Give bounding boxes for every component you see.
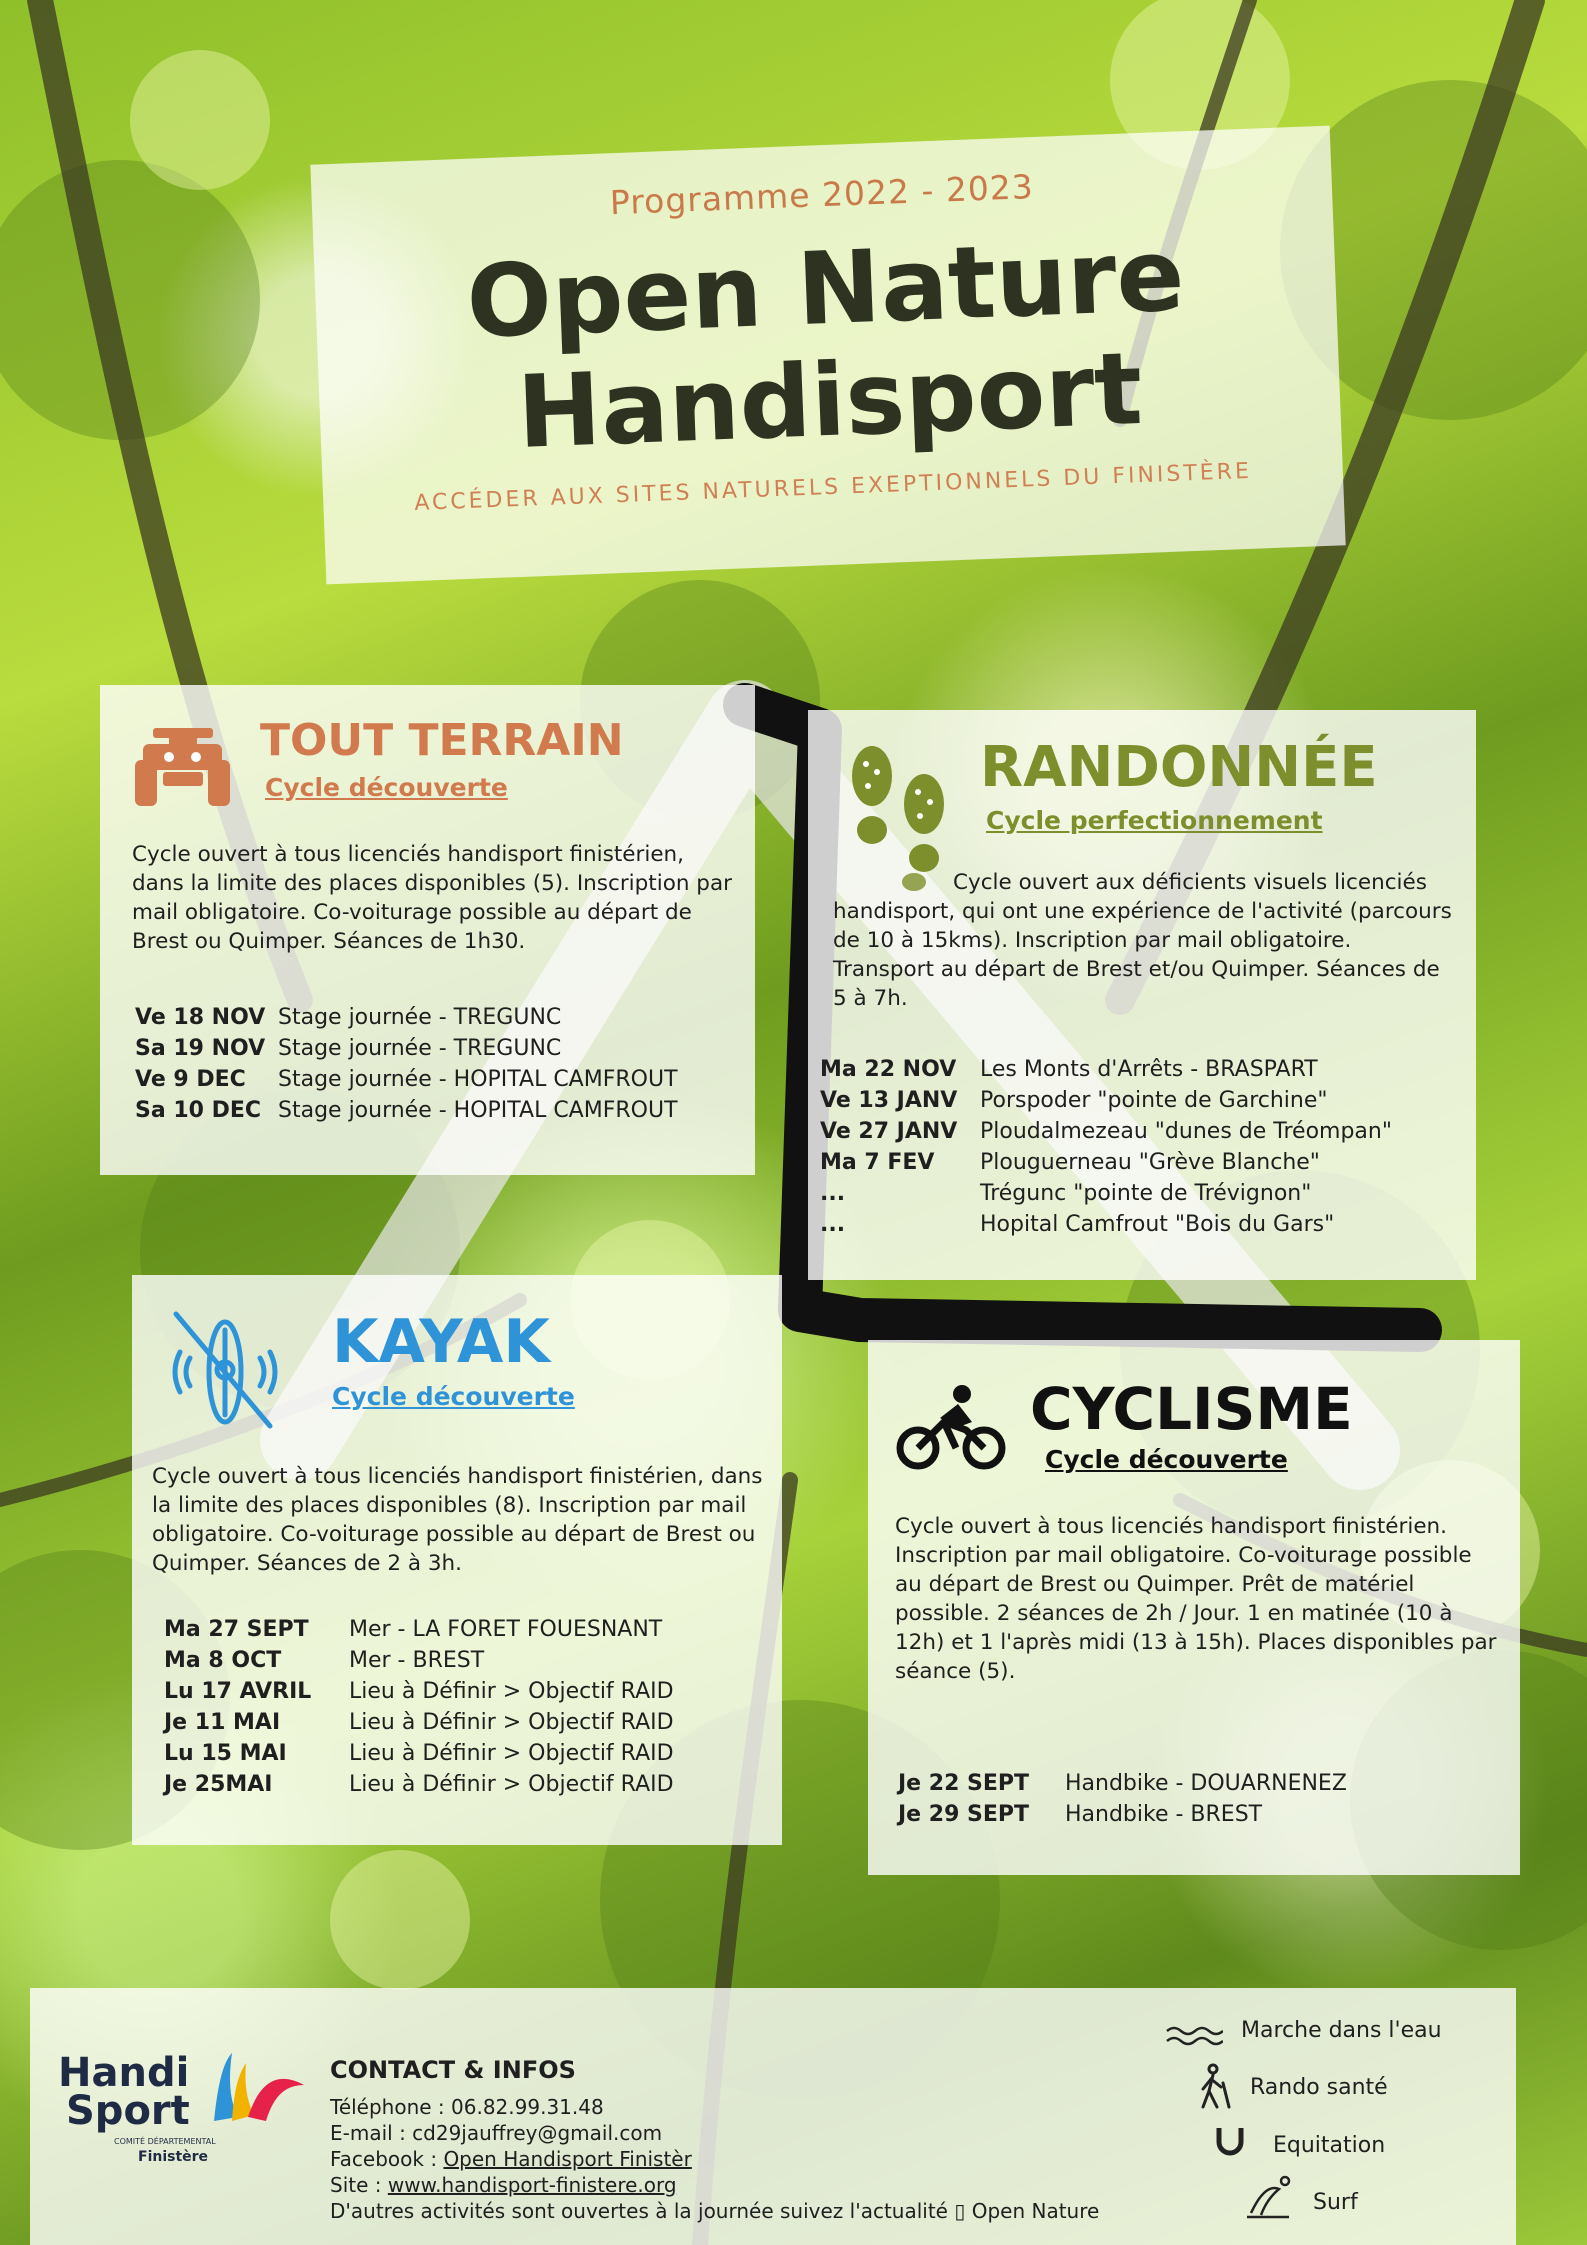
tout-terrain-description: Cycle ouvert à tous licenciés handisport finistérien, dans la limite des places disponibles (5). Inscription par mail obligatoire. Co-voiturage possible au départ de Brest ou Quimper. Séances de 1h30. [132,842,732,954]
schedule-row [164,1676,674,1707]
site-link[interactable]: www.handisport-finistere.org [387,2173,677,2197]
schedule-date: ... [820,1212,846,1237]
schedule-event: Trégunc "pointe de Trévignon" [980,1181,1312,1206]
kayak-schedule [164,1614,674,1800]
schedule-date: Ve 13 JANV [820,1088,958,1113]
schedule-event: Lieu à Définir > Objectif RAID [349,1772,674,1797]
schedule-date: Sa 19 NOV [135,1036,266,1061]
section-tout-terrain [100,685,755,1175]
site-label: Site : [330,2173,388,2197]
kayak-description: Cycle ouvert à tous licenciés handisport finistérien, dans la limite des places disponibles (8). Inscription par mail obligatoire. Co-voiturage possible au départ de Brest ou Quimper. Séances de 2 à 3h. [152,1464,763,1576]
schedule-event: Hopital Camfrout "Bois du Gars" [980,1212,1335,1237]
tout-terrain-title: TOUT TERRAIN [260,715,624,766]
contact-facebook [330,2147,692,2171]
schedule-date: Ma 7 FEV [820,1150,935,1175]
handisport-logo [58,2050,308,2183]
randonnee-cycle: Cycle perfectionnement [986,806,1323,835]
section-kayak [132,1275,782,1845]
footer-contact [30,1988,1516,2245]
schedule-event: Stage journée - TREGUNC [278,1005,562,1030]
schedule-date: Ve 27 JANV [820,1119,958,1144]
logo-line-handi: Handi [58,2050,190,2096]
schedule-event: Stage journée - TREGUNC [278,1036,562,1061]
cyclist-icon [896,1382,1006,1472]
kayak-title: KAYAK [332,1307,550,1377]
cyclisme-title: CYCLISME [1030,1375,1353,1443]
schedule-date: Ma 8 OCT [164,1648,282,1673]
schedule-date: Lu 15 MAI [164,1741,287,1766]
schedule-date: ... [820,1181,846,1206]
activity-label: Marche dans l'eau [1241,2018,1442,2043]
schedule-row [820,1147,1392,1178]
schedule-event: Handbike - BREST [1065,1802,1263,1827]
hiker-icon [1193,2063,1233,2109]
schedule-row [164,1707,674,1738]
programme-year: Programme 2022 - 2023 [609,166,1035,223]
cyclisme-cycle: Cycle découverte [1045,1445,1288,1474]
schedule-event: Stage journée - HOPITAL CAMFROUT [278,1067,678,1092]
logo-swoosh-icon [208,2051,308,2131]
schedule-date: Lu 17 AVRIL [164,1679,312,1704]
contact-phone: Téléphone : 06.82.99.31.48 [330,2095,604,2119]
surf-icon [1245,2173,1295,2219]
schedule-row [898,1768,1347,1799]
schedule-row [135,1064,678,1095]
schedule-event: Lieu à Définir > Objectif RAID [349,1741,674,1766]
schedule-date: Ve 9 DEC [135,1067,246,1092]
logo-line-finistere: Finistère [138,2149,209,2165]
title-banner [310,126,1345,585]
kayak-icon [170,1310,280,1430]
footer-note: D'autres activités sont ouvertes à la journée suivez l'actualité ▯ Open Nature [330,2199,1100,2223]
schedule-event: Les Monts d'Arrêts - BRASPART [980,1057,1318,1082]
activity-label: Rando santé [1250,2075,1388,2100]
cyclisme-description: Cycle ouvert à tous licenciés handisport finistérien. Inscription par mail obligatoire. Co-voiturage possible au départ de Brest ou Quimper. Prêt de matériel possible. 2 séances de 2h / Jour. 1 en matinée (10 à 12h) et 1 l'après midi (13 à 15h). Places disponibles par séance (5). [895,1514,1497,1684]
schedule-date: Je 29 SEPT [898,1802,1030,1827]
randonnee-schedule [820,1054,1392,1240]
schedule-row [820,1054,1392,1085]
schedule-date: Je 25MAI [164,1772,273,1797]
schedule-row [135,1002,678,1033]
schedule-event: Handbike - DOUARNENEZ [1065,1771,1347,1796]
schedule-event: Stage journée - HOPITAL CAMFROUT [278,1098,678,1123]
cyclisme-schedule [898,1768,1347,1830]
logo-line-sport: Sport [66,2088,190,2134]
schedule-row [164,1645,674,1676]
schedule-event: Mer - BREST [349,1648,485,1673]
title-line-1: Open Nature [464,216,1187,361]
schedule-date: Sa 10 DEC [135,1098,262,1123]
tout-terrain-schedule [135,1002,678,1126]
schedule-date: Ma 22 NOV [820,1057,957,1082]
title-line-2: Handisport [515,330,1145,471]
contact-email: E-mail : cd29jauffrey@gmail.com [330,2121,663,2145]
schedule-row [820,1178,1392,1209]
randonnee-description: Cycle ouvert aux déficients visuels licenciés handisport, qui ont une expérience de l'activité (parcours de 10 à 15kms). Inscription par mail obligatoire. Transport au départ de Brest et/ou Quimper. Séances de 5 à 7h. [833,870,1452,1011]
quad-bike-icon [135,720,230,810]
schedule-row [820,1085,1392,1116]
schedule-row [164,1738,674,1769]
page-title [314,214,1342,477]
contact-title: CONTACT & INFOS [330,2056,576,2084]
schedule-event: Lieu à Définir > Objectif RAID [349,1679,674,1704]
horseshoe-icon [1213,2124,1247,2160]
schedule-row [164,1614,674,1645]
randonnee-title: RANDONNÉE [980,735,1378,800]
activity-label: Surf [1313,2190,1358,2215]
schedule-row [820,1116,1392,1147]
schedule-date: Je 11 MAI [164,1710,281,1735]
schedule-row [820,1209,1392,1240]
kayak-cycle: Cycle découverte [332,1382,575,1411]
subtitle: ACCÉDER AUX SITES NATURELS EXEPTIONNELS DU FINISTÈRE [413,458,1253,516]
section-cyclisme [868,1340,1520,1875]
schedule-date: Ma 27 SEPT [164,1617,309,1642]
facebook-link[interactable]: Open Handisport Finistèr [443,2147,692,2171]
section-randonnee [808,710,1476,1280]
schedule-row [164,1769,674,1800]
water-waves-icon [1165,2023,1223,2053]
activity-label: Equitation [1273,2133,1386,2158]
logo-line-comite: COMITÉ DÉPARTEMENTAL [114,2137,216,2146]
tout-terrain-cycle: Cycle découverte [265,773,508,802]
contact-site [330,2173,677,2197]
schedule-event: Plouguerneau "Grève Blanche" [980,1150,1320,1175]
schedule-row [135,1033,678,1064]
schedule-event: Mer - LA FORET FOUESNANT [349,1617,663,1642]
schedule-date: Ve 18 NOV [135,1005,266,1030]
schedule-event: Porspoder "pointe de Garchine" [980,1088,1328,1113]
schedule-row [135,1095,678,1126]
schedule-event: Ploudalmezeau "dunes de Tréompan" [980,1119,1392,1144]
schedule-event: Lieu à Définir > Objectif RAID [349,1710,674,1735]
schedule-row [898,1799,1347,1830]
schedule-date: Je 22 SEPT [898,1771,1030,1796]
facebook-label: Facebook : [330,2147,444,2171]
